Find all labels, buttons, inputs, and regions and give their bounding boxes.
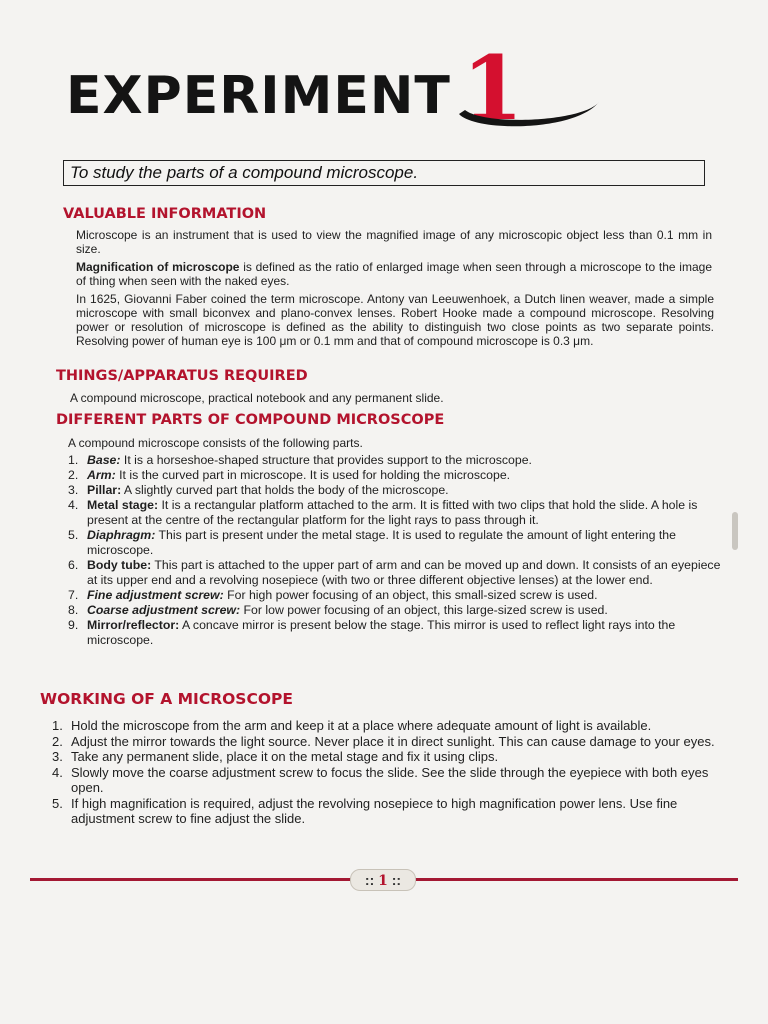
list-item: 5. Diaphragm: This part is present under the metal stage. It is used to regulate the amount of light entering the microscope. (68, 528, 676, 557)
part-term: Body tube: (87, 558, 152, 572)
part-term: Arm: (87, 468, 116, 482)
page-number: 1 (378, 873, 388, 889)
part-term: Pillar: (87, 483, 122, 497)
list-item: 7. Fine adjustment screw: For high power focusing of an object, this small-sized screw is used. (68, 588, 598, 602)
part-term: Metal stage: (87, 498, 159, 512)
part-term: Fine adjustment screw: (87, 588, 224, 602)
experiment-number: 1 (462, 36, 524, 140)
info-paragraph-3: In 1625, Giovanni Faber coined the term microscope. Antony van Leeuwenhoek, a Dutch linen weaver, made a simple microscope with small biconvex and plano-convex lenses. Robert Hooke made a compound microscope. Resolving power or resolution of microscope is defined as the ability to distinguish two close points as two separate points. Resolving power of human eye is 100 μm or 0.1 mm and that of compound microscope is 0.3 μm. (76, 292, 714, 348)
part-desc: A slightly curved part that holds the body of the microscope. (121, 483, 449, 497)
part-desc: This part is present under the metal stage. It is used to regulate the amount of light entering the microscope. (87, 528, 676, 557)
page-number-badge: :: 1 :: (350, 869, 416, 891)
list-item: 3. Take any permanent slide, place it on the metal stage and fix it using clips. (52, 749, 499, 764)
swoosh-decoration (455, 88, 605, 134)
part-term: Coarse adjustment screw: (87, 603, 241, 617)
info-paragraph-1: Microscope is an instrument that is used to view the magnified image of any microscopic object less than 0.1 mm in size. (76, 228, 712, 256)
info-paragraph-2 (76, 260, 712, 288)
magnification-term: Magnification of microscope (76, 260, 240, 274)
apparatus-text: A compound microscope, practical notebook and any permanent slide. (70, 391, 444, 405)
part-desc: It is a rectangular platform attached to the arm. It is fitted with two clips that hold the slide. A hole is present at the centre of the rectangular platform for the light rays to pass through it. (87, 498, 698, 527)
magnification-definition: is defined as the ratio of enlarged image when seen through a microscope to the image of thing when seen with the naked eyes. (76, 260, 712, 288)
working-heading: WORKING OF A MICROSCOPE (40, 690, 293, 708)
part-desc: This part is attached to the upper part of arm and can be moved up and down. It consists of an eyepiece at its upper end and a revolving nosepiece (with two or three different objective lenses) at the lower end. (87, 558, 721, 587)
parts-intro: A compound microscope consists of the following parts. (68, 436, 363, 450)
list-item: 9. Mirror/reflector: A concave mirror is present below the stage. This mirror is used to reflect light rays into the microscope. (68, 618, 676, 647)
list-item: 4. Metal stage: It is a rectangular platform attached to the arm. It is fitted with two clips that hold the slide. A hole is present at the centre of the rectangular platform for the light rays to pass through it. (68, 498, 698, 527)
step-text: Slowly move the coarse adjustment screw to focus the slide. See the slide through the eyepiece with both eyes open. (71, 764, 709, 795)
part-desc: It is the curved part in microscope. It is used for holding the microscope. (115, 468, 511, 482)
experiment-title: EXPERIMENT (66, 66, 451, 126)
parts-list (68, 453, 723, 648)
part-desc: For high power focusing of an object, this small-sized screw is used. (223, 588, 598, 602)
part-term: Diaphragm: (87, 528, 156, 542)
list-item: 8. Coarse adjustment screw: For low power focusing of an object, this large-sized screw is used. (68, 603, 608, 617)
part-desc: A concave mirror is present below the stage. This mirror is used to reflect light rays into the microscope. (87, 618, 676, 647)
apparatus-heading: THINGS/APPARATUS REQUIRED (56, 368, 308, 384)
step-text: Take any permanent slide, place it on the metal stage and fix it using clips. (71, 749, 499, 764)
list-item: 6. Body tube: This part is attached to the upper part of arm and can be moved up and down. It consists of an eyepiece at its upper end and a revolving nosepiece (with two or three different objective lenses) at the lower end. (68, 558, 721, 587)
page-edge-tab (732, 512, 738, 550)
part-desc: It is a horseshoe-shaped structure that provides support to the microscope. (120, 453, 532, 467)
list-item: 1. Base: It is a horseshoe-shaped structure that provides support to the microscope. (68, 453, 532, 467)
list-item: 2. Adjust the mirror towards the light source. Never place it in direct sunlight. This can cause damage to your eyes. (52, 733, 715, 749)
step-text: Adjust the mirror towards the light source. Never place it in direct sunlight. This can cause damage to your eyes. (71, 733, 715, 749)
part-term: Mirror/reflector: (87, 618, 180, 632)
list-item: 5. If high magnification is required, adjust the revolving nosepiece to high magnification power lens. Use fine adjustment screw to fine adjust the slide. (52, 795, 678, 826)
list-item: 3. Pillar: A slightly curved part that holds the body of the microscope. (68, 483, 449, 497)
step-text: Hold the microscope from the arm and keep it at a place where adequate amount of light is available. (71, 718, 652, 733)
part-desc: For low power focusing of an object, this large-sized screw is used. (240, 603, 608, 617)
list-item: 4. Slowly move the coarse adjustment screw to focus the slide. See the slide through the eyepiece with both eyes open. (52, 764, 709, 795)
aim-box: To study the parts of a compound microscope. (63, 160, 705, 186)
valuable-information-heading: VALUABLE INFORMATION (63, 206, 267, 222)
step-text: If high magnification is required, adjust the revolving nosepiece to high magnification power lens. Use fine adjustment screw to fine adjust the slide. (71, 795, 678, 826)
part-term: Base: (87, 453, 121, 467)
parts-heading: DIFFERENT PARTS OF COMPOUND MICROSCOPE (56, 412, 445, 428)
list-item: 2. Arm: It is the curved part in microscope. It is used for holding the microscope. (68, 468, 511, 482)
list-item: 1. Hold the microscope from the arm and keep it at a place where adequate amount of light is available. (52, 718, 652, 733)
working-list (52, 718, 737, 827)
